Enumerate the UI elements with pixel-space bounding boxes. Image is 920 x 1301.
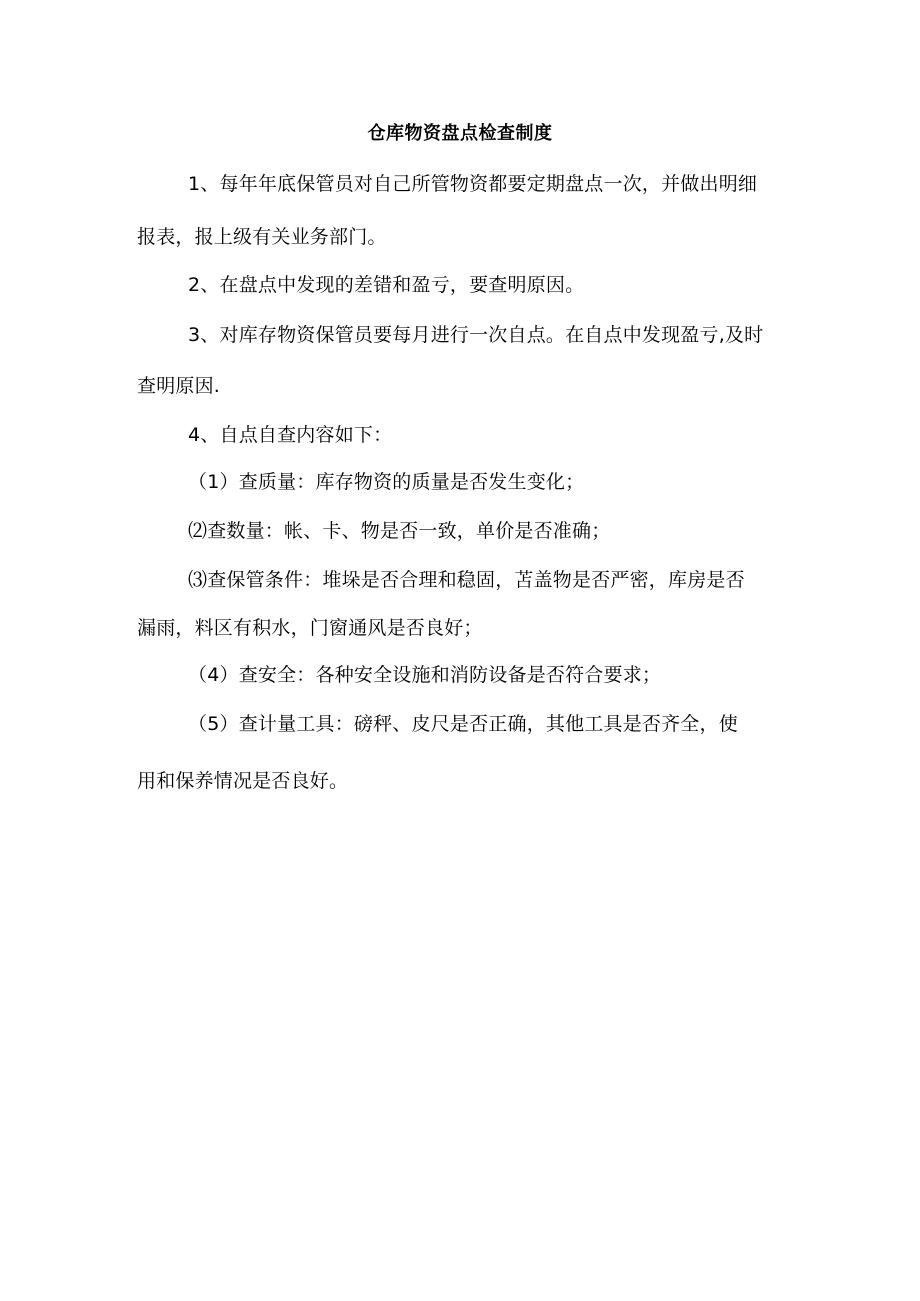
check-item-quantity: ⑵查数量：帐、卡、物是否一致，单价是否准确；: [188, 520, 611, 542]
paragraph-2: 2、在盘点中发现的差错和盈亏，要查明原因。: [188, 274, 585, 296]
paragraph-3-line-2: 查明原因.: [137, 375, 221, 397]
check-item-storage-line-2: 漏雨，料区有积水，门窗通风是否良好；: [137, 617, 483, 639]
check-item-safety: （4）查安全：各种安全设施和消防设备是否符合要求；: [188, 664, 662, 686]
check-item-storage-line-1: ⑶查保管条件：堆垛是否合理和稳固，苫盖物是否严密，库房是否: [188, 569, 745, 591]
check-item-measuring-line-2: 用和保养情况是否良好。: [137, 770, 349, 792]
paragraph-3-line-1: 3、对库存物资保管员要每月进行一次自点。在自点中发现盈亏,及时: [188, 324, 764, 346]
paragraph-4: 4、自点自查内容如下：: [188, 424, 393, 446]
document-title: 仓库物资盘点检查制度: [367, 123, 553, 144]
paragraph-1-line-1: 1、每年年底保管员对自己所管物资都要定期盘点一次，并做出明细: [188, 173, 758, 195]
paragraph-1-line-2: 报表，报上级有关业务部门。: [137, 226, 387, 248]
check-item-measuring-line-1: （5）查计量工具：磅秤、皮尺是否正确，其他工具是否齐全，使: [188, 713, 738, 735]
check-item-quality: （1）查质量：库存物资的质量是否发生变化；: [188, 471, 585, 493]
